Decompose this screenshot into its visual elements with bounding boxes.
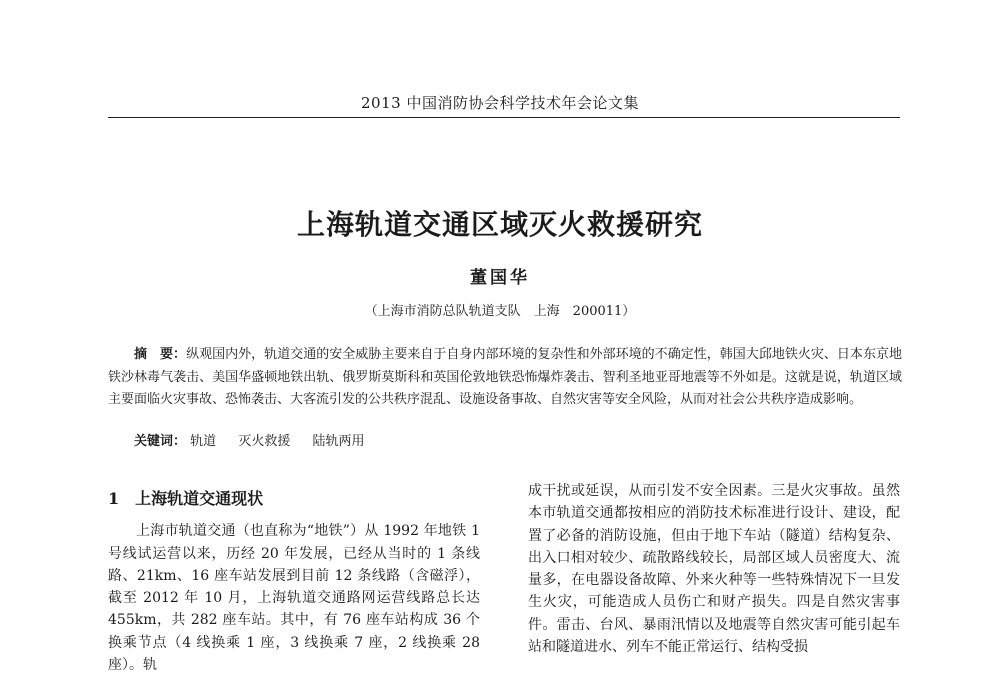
section-heading <box>108 488 480 510</box>
keyword: 陆轨两用 <box>312 434 365 449</box>
keywords-label: 关键词： <box>134 434 187 449</box>
header-rule <box>108 117 900 118</box>
abstract <box>108 344 902 412</box>
abstract-label: 摘 要： <box>134 347 187 362</box>
abstract-text: 纵观国内外，轨道交通的安全威胁主要来自于自身内部环境的复杂性和外部环境的不确定性，韩国大邱地铁火灾、日本东京地铁沙林毒气袭击、美国华盛顿地铁出轨、俄罗斯莫斯科和英国伦敦地铁恐怖爆炸袭击、智利圣地亚哥地震等不外如是。这就是说，轨道区域主要面临火灾事故、恐怖袭击、大客流引发的公共秩序混乱、设施设备事故、自然灾害等安全风险，从而对社会公共秩序造成影响。 <box>108 347 902 407</box>
running-header: 2013 中国消防协会科学技术年会论文集 <box>361 94 639 112</box>
paper-title: 上海轨道交通区域灭火救援研究 <box>296 208 703 241</box>
left-column <box>108 480 480 676</box>
right-column <box>528 480 900 658</box>
author: 董国华 <box>470 268 530 288</box>
affiliation: （上海市消防总队轨道支队 上海 200011） <box>364 304 636 319</box>
body-paragraph-continued: 成干扰或延误，从而引发不安全因素。三是火灾事故。虽然本市轨道交通都按相应的消防技术标准进行设计、建设，配置了必备的消防设施，但由于地下车站（隧道）结构复杂、出入口相对较少、疏散路线较长，局部区域人员密度大、流量多，在电器设备故障、外来火种等一些特殊情况下一旦发生火灾，可能造成人员伤亡和财产损失。四是自然灾害事件。雷击、台风、暴雨汛情以及地震等自然灾害可能引起车站和隧道进水、列车不能正常运行、结构受损 <box>528 483 900 656</box>
body-paragraph: 上海市轨道交通（也直称为“地铁”）从 1992 年地铁 1 号线试运营以来，历经 20 年发展，已经从当时的 1 条线路、21km、16 座车站发展到目前 12 条线路（含磁浮），截至 2012 年 10 月，上海轨道交通路网运营线路总长达 455km，共 282 座车站。其中，有 76 座车站构成 36 个换乘节点（4 线换乘 1 座，3 线换乘 7 座，2 线换乘 28 座）。轨 <box>108 523 480 674</box>
keywords <box>108 432 902 452</box>
section-number: 1 <box>108 489 120 508</box>
section-title: 上海轨道交通现状 <box>135 489 264 508</box>
keyword: 灭火救援 <box>238 434 291 449</box>
keyword: 轨道 <box>190 434 217 449</box>
